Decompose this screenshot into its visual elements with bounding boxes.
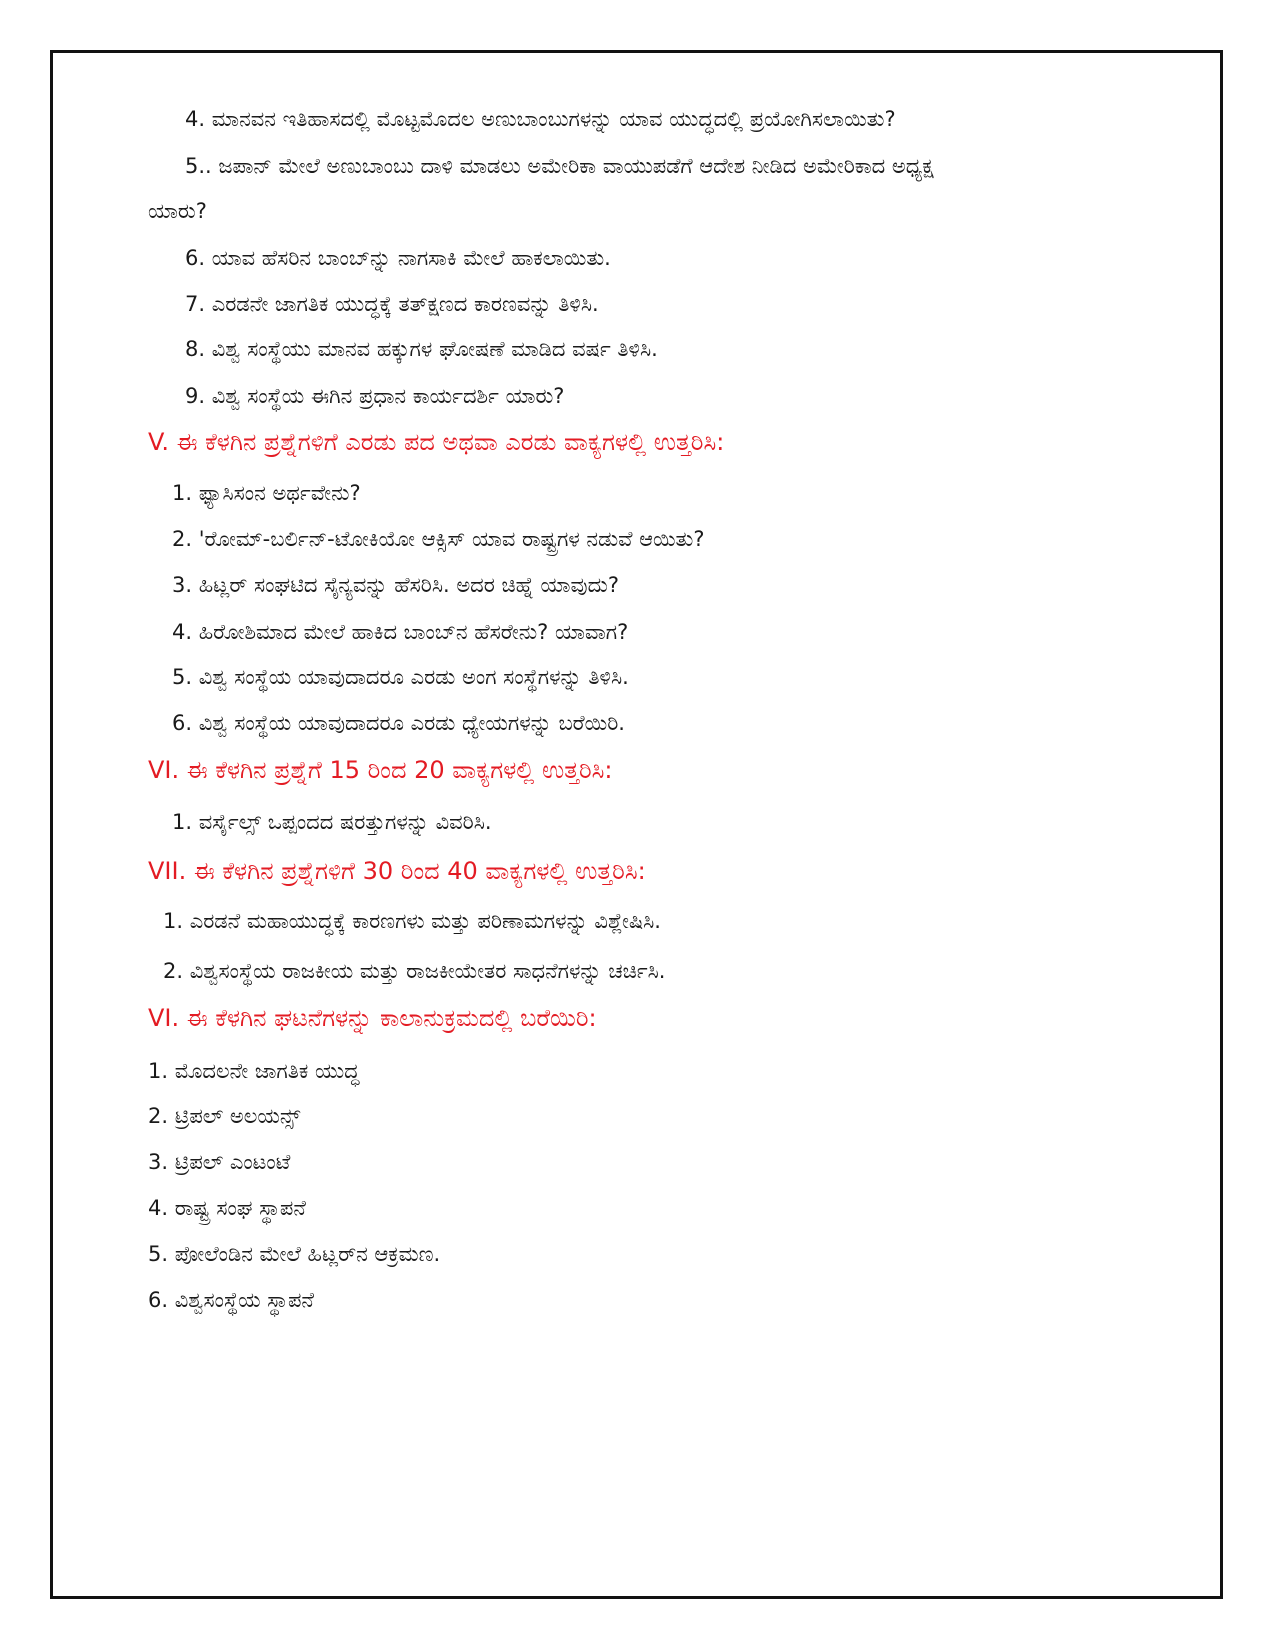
chronology-item-6: 6. ವಿಶ್ವಸಂಸ್ಥೆಯ ಸ್ಥಾಪನೆ	[148, 1288, 314, 1312]
section-v-question-2: 2. 'ರೋಮ್-ಬರ್ಲಿನ್-ಟೋಕಿಯೋ ಆಕ್ಸಿಸ್ ಯಾವ ರಾಷ್ಟ್ರಗಳ ನಡುವೆ ಆಯಿತು?	[172, 527, 705, 551]
chronology-item-2: 2. ಟ್ರಿಪಲ್ ಅಲಯನ್ಸ್	[148, 1104, 301, 1128]
section-heading-v: V. ಈ ಕೆಳಗಿನ ಪ್ರಶ್ನೆಗಳಿಗೆ ಎರಡು ಪದ ಅಥವಾ ಎರಡು ವಾಕ್ಯಗಳಲ್ಲಿ ಉತ್ತರಿಸಿ:	[148, 428, 725, 456]
section-heading-vi: VI. ಈ ಕೆಳಗಿನ ಪ್ರಶ್ನೆಗೆ 15 ರಿಂದ 20 ವಾಕ್ಯಗಳಲ್ಲಿ ಉತ್ತರಿಸಿ:	[148, 756, 613, 784]
section-heading-vii: VII. ಈ ಕೆಳಗಿನ ಪ್ರಶ್ನೆಗಳಿಗೆ 30 ರಿಂದ 40 ವಾಕ್ಯಗಳಲ್ಲಿ ಉತ್ತರಿಸಿ:	[148, 857, 646, 885]
chronology-item-3: 3. ಟ್ರಿಪಲ್ ಎಂಟಂಟೆ	[148, 1150, 291, 1174]
section-vii-question-1: 1. ಎರಡನೆ ಮಹಾಯುದ್ಧಕ್ಕೆ ಕಾರಣಗಳು ಮತ್ತು ಪರಿಣಾಮಗಳನ್ನು ವಿಶ್ಲೇಷಿಸಿ.	[163, 909, 661, 933]
question-7: 7. ಎರಡನೇ ಜಾಗತಿಕ ಯುದ್ಧಕ್ಕೆ ತತ್‌ಕ್ಷಣದ ಕಾರಣವನ್ನು ತಿಳಿಸಿ.	[185, 292, 599, 316]
question-5: 5.. ಜಪಾನ್ ಮೇಲೆ ಅಣುಬಾಂಬು ದಾಳಿ ಮಾಡಲು ಅಮೇರಿಕಾ ವಾಯುಪಡೆಗೆ ಆದೇಶ ನೀಡಿದ ಅಮೇರಿಕಾದ ಅಧ್ಯಕ್ಷ	[185, 154, 934, 178]
chronology-item-1: 1. ಮೊದಲನೇ ಜಾಗತಿಕ ಯುದ್ಧ	[148, 1059, 360, 1083]
question-4: 4. ಮಾನವನ ಇತಿಹಾಸದಲ್ಲಿ ಮೊಟ್ಟಮೊದಲ ಅಣುಬಾಂಬುಗಳನ್ನು ಯಾವ ಯುದ್ಧದಲ್ಲಿ ಪ್ರಯೋಗಿಸಲಾಯಿತು?	[185, 107, 896, 131]
question-9: 9. ವಿಶ್ವ ಸಂಸ್ಥೆಯ ಈಗಿನ ಪ್ರಧಾನ ಕಾರ್ಯದರ್ಶಿ ಯಾರು?	[185, 384, 565, 408]
section-v-question-5: 5. ವಿಶ್ವ ಸಂಸ್ಥೆಯ ಯಾವುದಾದರೂ ಎರಡು ಅಂಗ ಸಂಸ್ಥೆಗಳನ್ನು ತಿಳಿಸಿ.	[172, 665, 629, 689]
section-vii-question-2: 2. ವಿಶ್ವಸಂಸ್ಥೆಯ ರಾಜಕೀಯ ಮತ್ತು ರಾಜಕೀಯೇತರ ಸಾಧನೆಗಳನ್ನು ಚರ್ಚಿಸಿ.	[163, 959, 666, 983]
section-v-question-6: 6. ವಿಶ್ವ ಸಂಸ್ಥೆಯ ಯಾವುದಾದರೂ ಎರಡು ಧ್ಯೇಯಗಳನ್ನು ಬರೆಯಿರಿ.	[172, 711, 625, 735]
question-5-continued: ಯಾರು?	[148, 199, 207, 223]
section-heading-chronology: VI. ಈ ಕೆಳಗಿನ ಘಟನೆಗಳನ್ನು ಕಾಲಾನುಕ್ರಮದಲ್ಲಿ ಬರೆಯಿರಿ:	[148, 1004, 597, 1032]
section-v-question-3: 3. ಹಿಟ್ಲರ್ ಸಂಘಟಿದ ಸೈನ್ಯವನ್ನು ಹೆಸರಿಸಿ. ಅದರ ಚಿಹ್ನೆ ಯಾವುದು?	[172, 573, 619, 597]
chronology-item-5: 5. ಪೋಲೆಂಡಿನ ಮೇಲೆ ಹಿಟ್ಲರ್‌ನ ಆಕ್ರಮಣ.	[148, 1242, 441, 1266]
question-8: 8. ವಿಶ್ವ ಸಂಸ್ಥೆಯು ಮಾನವ ಹಕ್ಕುಗಳ ಘೋಷಣೆ ಮಾಡಿದ ವರ್ಷ ತಿಳಿಸಿ.	[185, 337, 658, 361]
section-vi-question-1: 1. ವರ್ಸೈಲ್ಸ್ ಒಪ್ಪಂದದ ಷರತ್ತುಗಳನ್ನು ವಿವರಿಸಿ.	[172, 810, 492, 834]
section-v-question-1: 1. ಫ್ಯಾಸಿಸಂನ ಅರ್ಥವೇನು?	[172, 481, 361, 505]
chronology-item-4: 4. ರಾಷ್ಟ್ರ ಸಂಘ ಸ್ಥಾಪನೆ	[148, 1196, 306, 1220]
section-v-question-4: 4. ಹಿರೋಶಿಮಾದ ಮೇಲೆ ಹಾಕಿದ ಬಾಂಬ್‌ನ ಹೆಸರೇನು? ಯಾವಾಗ?	[172, 620, 629, 644]
question-6: 6. ಯಾವ ಹೆಸರಿನ ಬಾಂಬ್‌ನ್ನು ನಾಗಸಾಕಿ ಮೇಲೆ ಹಾಕಲಾಯಿತು.	[185, 246, 611, 270]
